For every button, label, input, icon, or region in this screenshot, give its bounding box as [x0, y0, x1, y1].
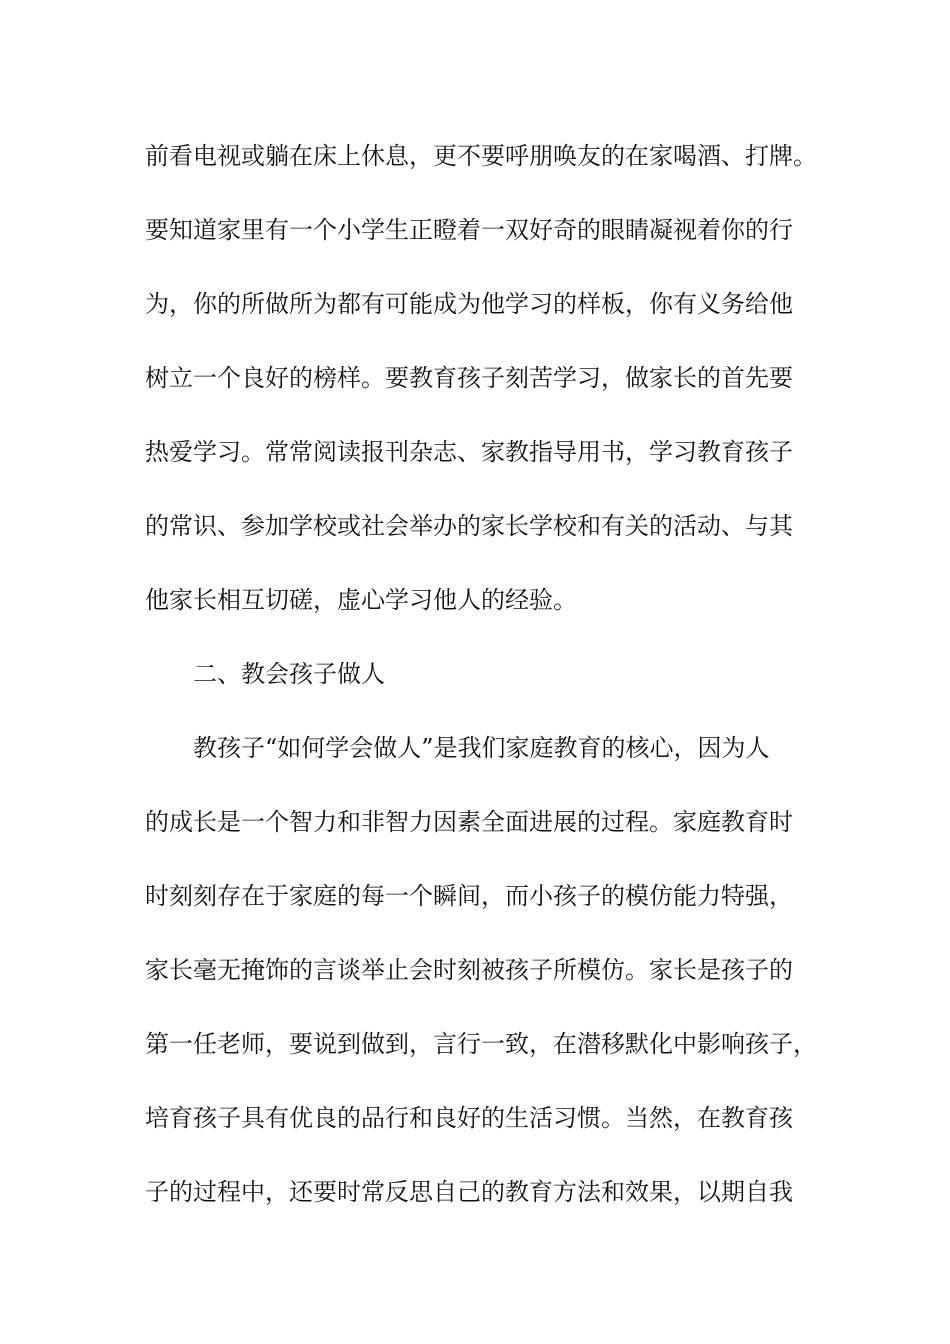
body-text-line: 为，你的所做所为都有可能成为他学习的样板，你有义务给他	[145, 290, 793, 318]
body-text-line: 子的过程中，还要时常反思自己的教育方法和效果，以期自我	[145, 1178, 793, 1206]
body-text-line: 他家长相互切磋，虚心学习他人的经验。	[145, 586, 577, 614]
section-heading: 二、教会孩子做人	[193, 660, 385, 688]
body-text-line: 的成长是一个智力和非智力因素全面进展的过程。家庭教育时	[145, 808, 793, 836]
body-text-line: 的常识、参加学校或社会举办的家长学校和有关的活动、与其	[145, 512, 793, 540]
body-text-line: 培育孩子具有优良的品行和良好的生活习惯。当然，在教育孩	[145, 1104, 793, 1132]
body-text-line: 前看电视或躺在床上休息，更不要呼朋唤友的在家喝酒、打牌。	[145, 142, 817, 170]
body-text-line: 要知道家里有一个小学生正瞪着一双好奇的眼睛凝视着你的行	[145, 216, 793, 244]
body-text-line: 时刻刻存在于家庭的每一个瞬间，而小孩子的模仿能力特强，	[145, 882, 793, 910]
paragraph-first-line: 教孩子“如何学会做人”是我们家庭教育的核心，因为人	[193, 734, 770, 762]
body-text-line: 热爱学习。常常阅读报刊杂志、家教指导用书，学习教育孩子	[145, 438, 793, 466]
body-text-line: 第一任老师，要说到做到，言行一致，在潜移默化中影响孩子，	[145, 1030, 817, 1058]
body-text-line: 家长毫无掩饰的言谈举止会时刻被孩子所模仿。家长是孩子的	[145, 956, 793, 984]
body-text-line: 树立一个良好的榜样。要教育孩子刻苦学习，做家长的首先要	[145, 364, 793, 392]
